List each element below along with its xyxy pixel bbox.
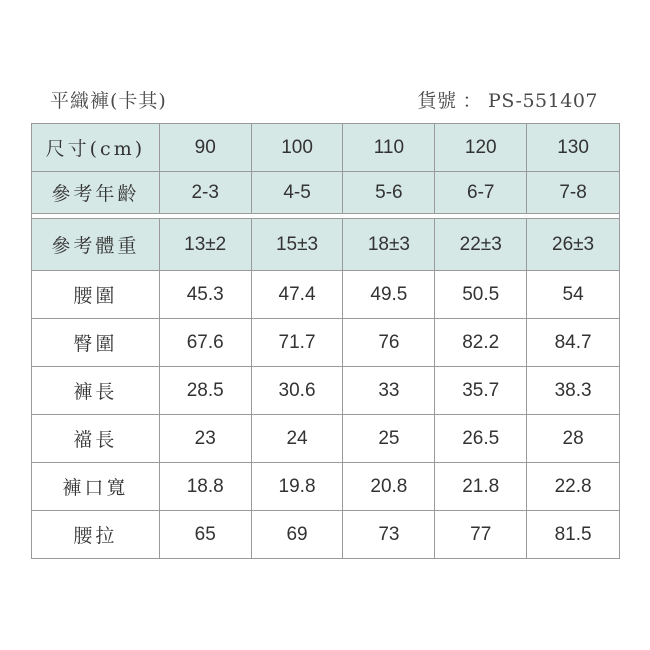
- table-cell: 120: [435, 124, 527, 172]
- table-row-size: [32, 124, 620, 172]
- product-title: 平織褲(卡其): [50, 90, 167, 112]
- table-cell: 24: [252, 415, 344, 463]
- table-cell: 100: [252, 124, 344, 172]
- row-label-waist-stretch: 腰拉: [32, 511, 160, 559]
- table-cell: 73: [343, 511, 435, 559]
- size-chart-table: [31, 123, 620, 559]
- table-cell: 13±2: [160, 219, 252, 271]
- table-cell: 15±3: [252, 219, 344, 271]
- table-cell: 33: [343, 367, 435, 415]
- item-number-code: PS-551407: [488, 90, 598, 112]
- table-row-hip: [32, 319, 620, 367]
- table-row-pant-length: [32, 367, 620, 415]
- table-cell: 19.8: [252, 463, 344, 511]
- table-cell: 22±3: [435, 219, 527, 271]
- table-cell: 67.6: [160, 319, 252, 367]
- table-row-rise: [32, 415, 620, 463]
- item-number-label: 貨號: [417, 90, 457, 112]
- table-cell: 18±3: [343, 219, 435, 271]
- table-cell: 4-5: [252, 172, 344, 214]
- table-cell: 38.3: [527, 367, 620, 415]
- item-number-separator: ：: [462, 90, 483, 112]
- table-cell: 26.5: [435, 415, 527, 463]
- table-cell: 82.2: [435, 319, 527, 367]
- table-cell: 54: [527, 271, 620, 319]
- table-row-weight: [32, 219, 620, 271]
- table-cell: 49.5: [343, 271, 435, 319]
- table-cell: 23: [160, 415, 252, 463]
- table-cell: 6-7: [435, 172, 527, 214]
- table-cell: 90: [160, 124, 252, 172]
- table-row-waist: [32, 271, 620, 319]
- table-cell: 110: [343, 124, 435, 172]
- table-cell: 76: [343, 319, 435, 367]
- table-cell: 81.5: [527, 511, 620, 559]
- table-cell: 2-3: [160, 172, 252, 214]
- row-label-waist: 腰圍: [32, 271, 160, 319]
- table-cell: 28: [527, 415, 620, 463]
- table-cell: 20.8: [343, 463, 435, 511]
- table-cell: 47.4: [252, 271, 344, 319]
- table-row-waist-stretch: [32, 511, 620, 559]
- table-cell: 30.6: [252, 367, 344, 415]
- table-cell: 25: [343, 415, 435, 463]
- row-label-pant-length: 褲長: [32, 367, 160, 415]
- table-row-leg-opening: [32, 463, 620, 511]
- table-cell: 21.8: [435, 463, 527, 511]
- table-cell: 7-8: [527, 172, 620, 214]
- table-cell: 69: [252, 511, 344, 559]
- table-cell: 18.8: [160, 463, 252, 511]
- table-cell: 50.5: [435, 271, 527, 319]
- table-cell: 28.5: [160, 367, 252, 415]
- row-label-rise: 襠長: [32, 415, 160, 463]
- table-cell: 22.8: [527, 463, 620, 511]
- row-label-hip: 臀圍: [32, 319, 160, 367]
- table-cell: 26±3: [527, 219, 620, 271]
- table-cell: 84.7: [527, 319, 620, 367]
- table-cell: 65: [160, 511, 252, 559]
- table-cell: 77: [435, 511, 527, 559]
- table-cell: 5-6: [343, 172, 435, 214]
- item-number: [418, 86, 598, 113]
- row-label-age: 參考年齡: [32, 172, 160, 214]
- table-cell: 45.3: [160, 271, 252, 319]
- table-cell: 71.7: [252, 319, 344, 367]
- table-cell: 35.7: [435, 367, 527, 415]
- table-cell: 130: [527, 124, 620, 172]
- row-label-size: 尺寸(cm): [32, 124, 160, 172]
- row-label-weight: 參考體重: [32, 219, 160, 271]
- table-row-age: [32, 172, 620, 214]
- row-label-leg-opening: 褲口寬: [32, 463, 160, 511]
